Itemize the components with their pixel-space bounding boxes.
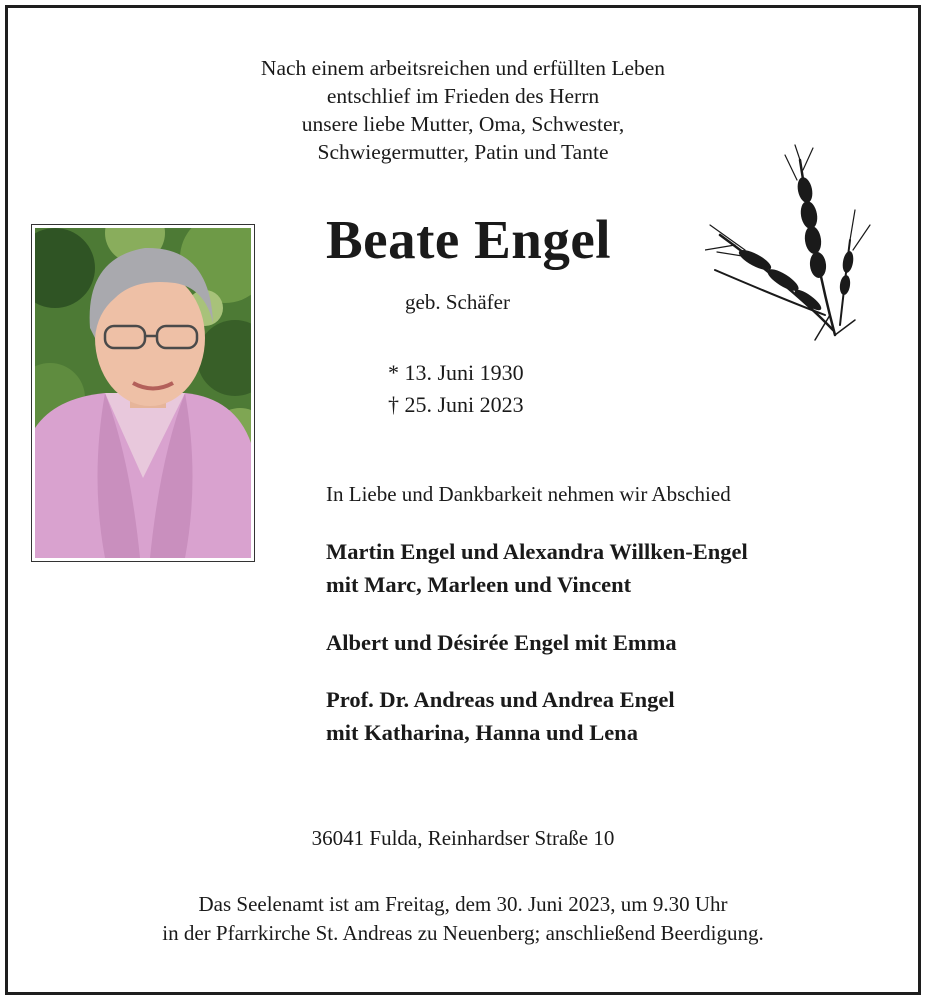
farewell-text: In Liebe und Dankbarkeit nehmen wir Abschied bbox=[326, 482, 731, 506]
intro-line: unsere liebe Mutter, Oma, Schwester, bbox=[301, 112, 625, 136]
family-group-andreas bbox=[326, 683, 886, 749]
death-date: † 25. Juni 2023 bbox=[388, 392, 524, 417]
intro-line: Nach einem arbeitsreichen und erfüllten Leben bbox=[260, 56, 666, 80]
birth-date: * 13. Juni 1930 bbox=[388, 360, 524, 385]
family-line: mit Marc, Marleen und Vincent bbox=[326, 572, 632, 597]
intro-line: entschlief im Frieden des Herrn bbox=[326, 84, 600, 108]
portrait-photo-image bbox=[35, 228, 251, 558]
intro-line: Schwiegermutter, Patin und Tante bbox=[317, 140, 609, 164]
family-group-albert bbox=[326, 626, 886, 659]
portrait-photo bbox=[31, 224, 255, 562]
maiden-name: geb. Schäfer bbox=[405, 290, 510, 314]
family-address: 36041 Fulda, Reinhardser Straße 10 bbox=[311, 826, 615, 850]
deceased-name: Beate Engel bbox=[326, 209, 612, 270]
service-info bbox=[0, 890, 926, 948]
life-dates bbox=[388, 357, 524, 421]
family-group-martin bbox=[326, 535, 886, 601]
family-line: Albert und Désirée Engel mit Emma bbox=[326, 630, 677, 655]
service-line: Das Seelenamt ist am Freitag, dem 30. Juni 2023, um 9.30 Uhr bbox=[198, 892, 728, 916]
family-line: Martin Engel und Alexandra Willken-Engel bbox=[326, 539, 748, 564]
family-line: mit Katharina, Hanna und Lena bbox=[326, 720, 638, 745]
wheat-ears-icon bbox=[705, 140, 880, 345]
service-line: in der Pfarrkirche St. Andreas zu Neuenberg; anschließend Beerdigung. bbox=[162, 921, 764, 945]
family-line: Prof. Dr. Andreas und Andrea Engel bbox=[326, 687, 675, 712]
